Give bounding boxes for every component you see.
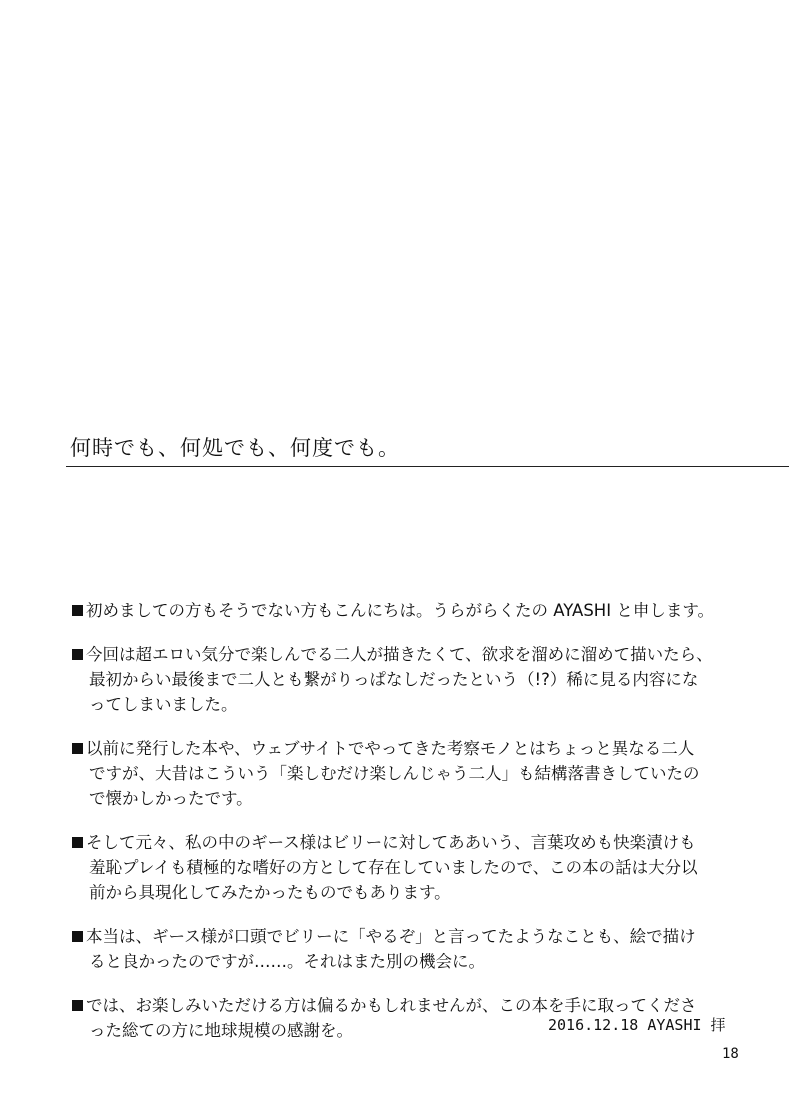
- paragraph-1: [72, 598, 752, 623]
- square-bullet-icon: [72, 931, 83, 942]
- square-bullet-icon: [72, 837, 83, 848]
- paragraph-text: 今回は超エロい気分で楽しんでる二人が描きたくて、欲求を溜めに溜めて描いたら、: [86, 645, 713, 664]
- paragraph-line: 羞恥プレイも積極的な嗜好の方として存在していましたので、この本の話は大分以: [89, 858, 698, 877]
- paragraph-text: 以前に発行した本や、ウェブサイトでやってきた考察モノとはちょっと異なる二人: [86, 739, 695, 758]
- paragraph-line: 前から具現化してみたかったものでもあります。: [89, 883, 451, 902]
- square-bullet-icon: [72, 743, 83, 754]
- page-heading: 何時でも、何処でも、何度でも。: [70, 436, 400, 460]
- heading-rule: [66, 466, 789, 467]
- paragraph-line: ると良かったのですが……。それはまた別の機会に。: [89, 952, 485, 971]
- paragraph-5: [72, 924, 752, 974]
- square-bullet-icon: [72, 1000, 83, 1011]
- paragraph-line: ってしまいました。: [89, 695, 238, 714]
- square-bullet-icon: [72, 605, 83, 616]
- square-bullet-icon: [72, 649, 83, 660]
- paragraph-4: [72, 830, 752, 905]
- paragraph-line: 最初からい最後まで二人とも繋がりっぱなしだったという（!?）稀に見る内容にな: [89, 670, 699, 689]
- paragraph-3: [72, 736, 752, 811]
- paragraph-text: では、お楽しみいただける方は偏るかもしれませんが、この本を手に取ってくださ: [86, 996, 697, 1015]
- page-number: 18: [722, 1046, 739, 1062]
- paragraph-line: で懐かしかったです。: [89, 789, 253, 808]
- paragraph-text: そして元々、私の中のギース様はビリーに対してああいう、言葉攻めも快楽漬けも: [86, 833, 696, 852]
- paragraph-line: [72, 642, 752, 667]
- paragraph-line: [72, 598, 752, 623]
- paragraph-line: ですが、大昔はこういう「楽しむだけ楽しんじゃう二人」も結構落書きしていたの: [89, 764, 700, 783]
- paragraph-text: 初めましての方もそうでない方もこんにちは。うらがらくたの AYASHI と申します。: [86, 601, 715, 620]
- paragraph-text: 本当は、ギース様が口頭でビリーに「やるぞ」と言ってたようなことも、絵で描け: [86, 927, 696, 946]
- paragraph-line: った総ての方に地球規模の感謝を。: [89, 1021, 353, 1040]
- afterword-body: [72, 598, 752, 1062]
- paragraph-line: [72, 736, 752, 761]
- paragraph-line: [72, 924, 752, 949]
- paragraph-2: [72, 642, 752, 717]
- paragraph-line: [72, 830, 752, 855]
- signature-date: 2016.12.18 AYASHI 拝: [548, 1016, 726, 1034]
